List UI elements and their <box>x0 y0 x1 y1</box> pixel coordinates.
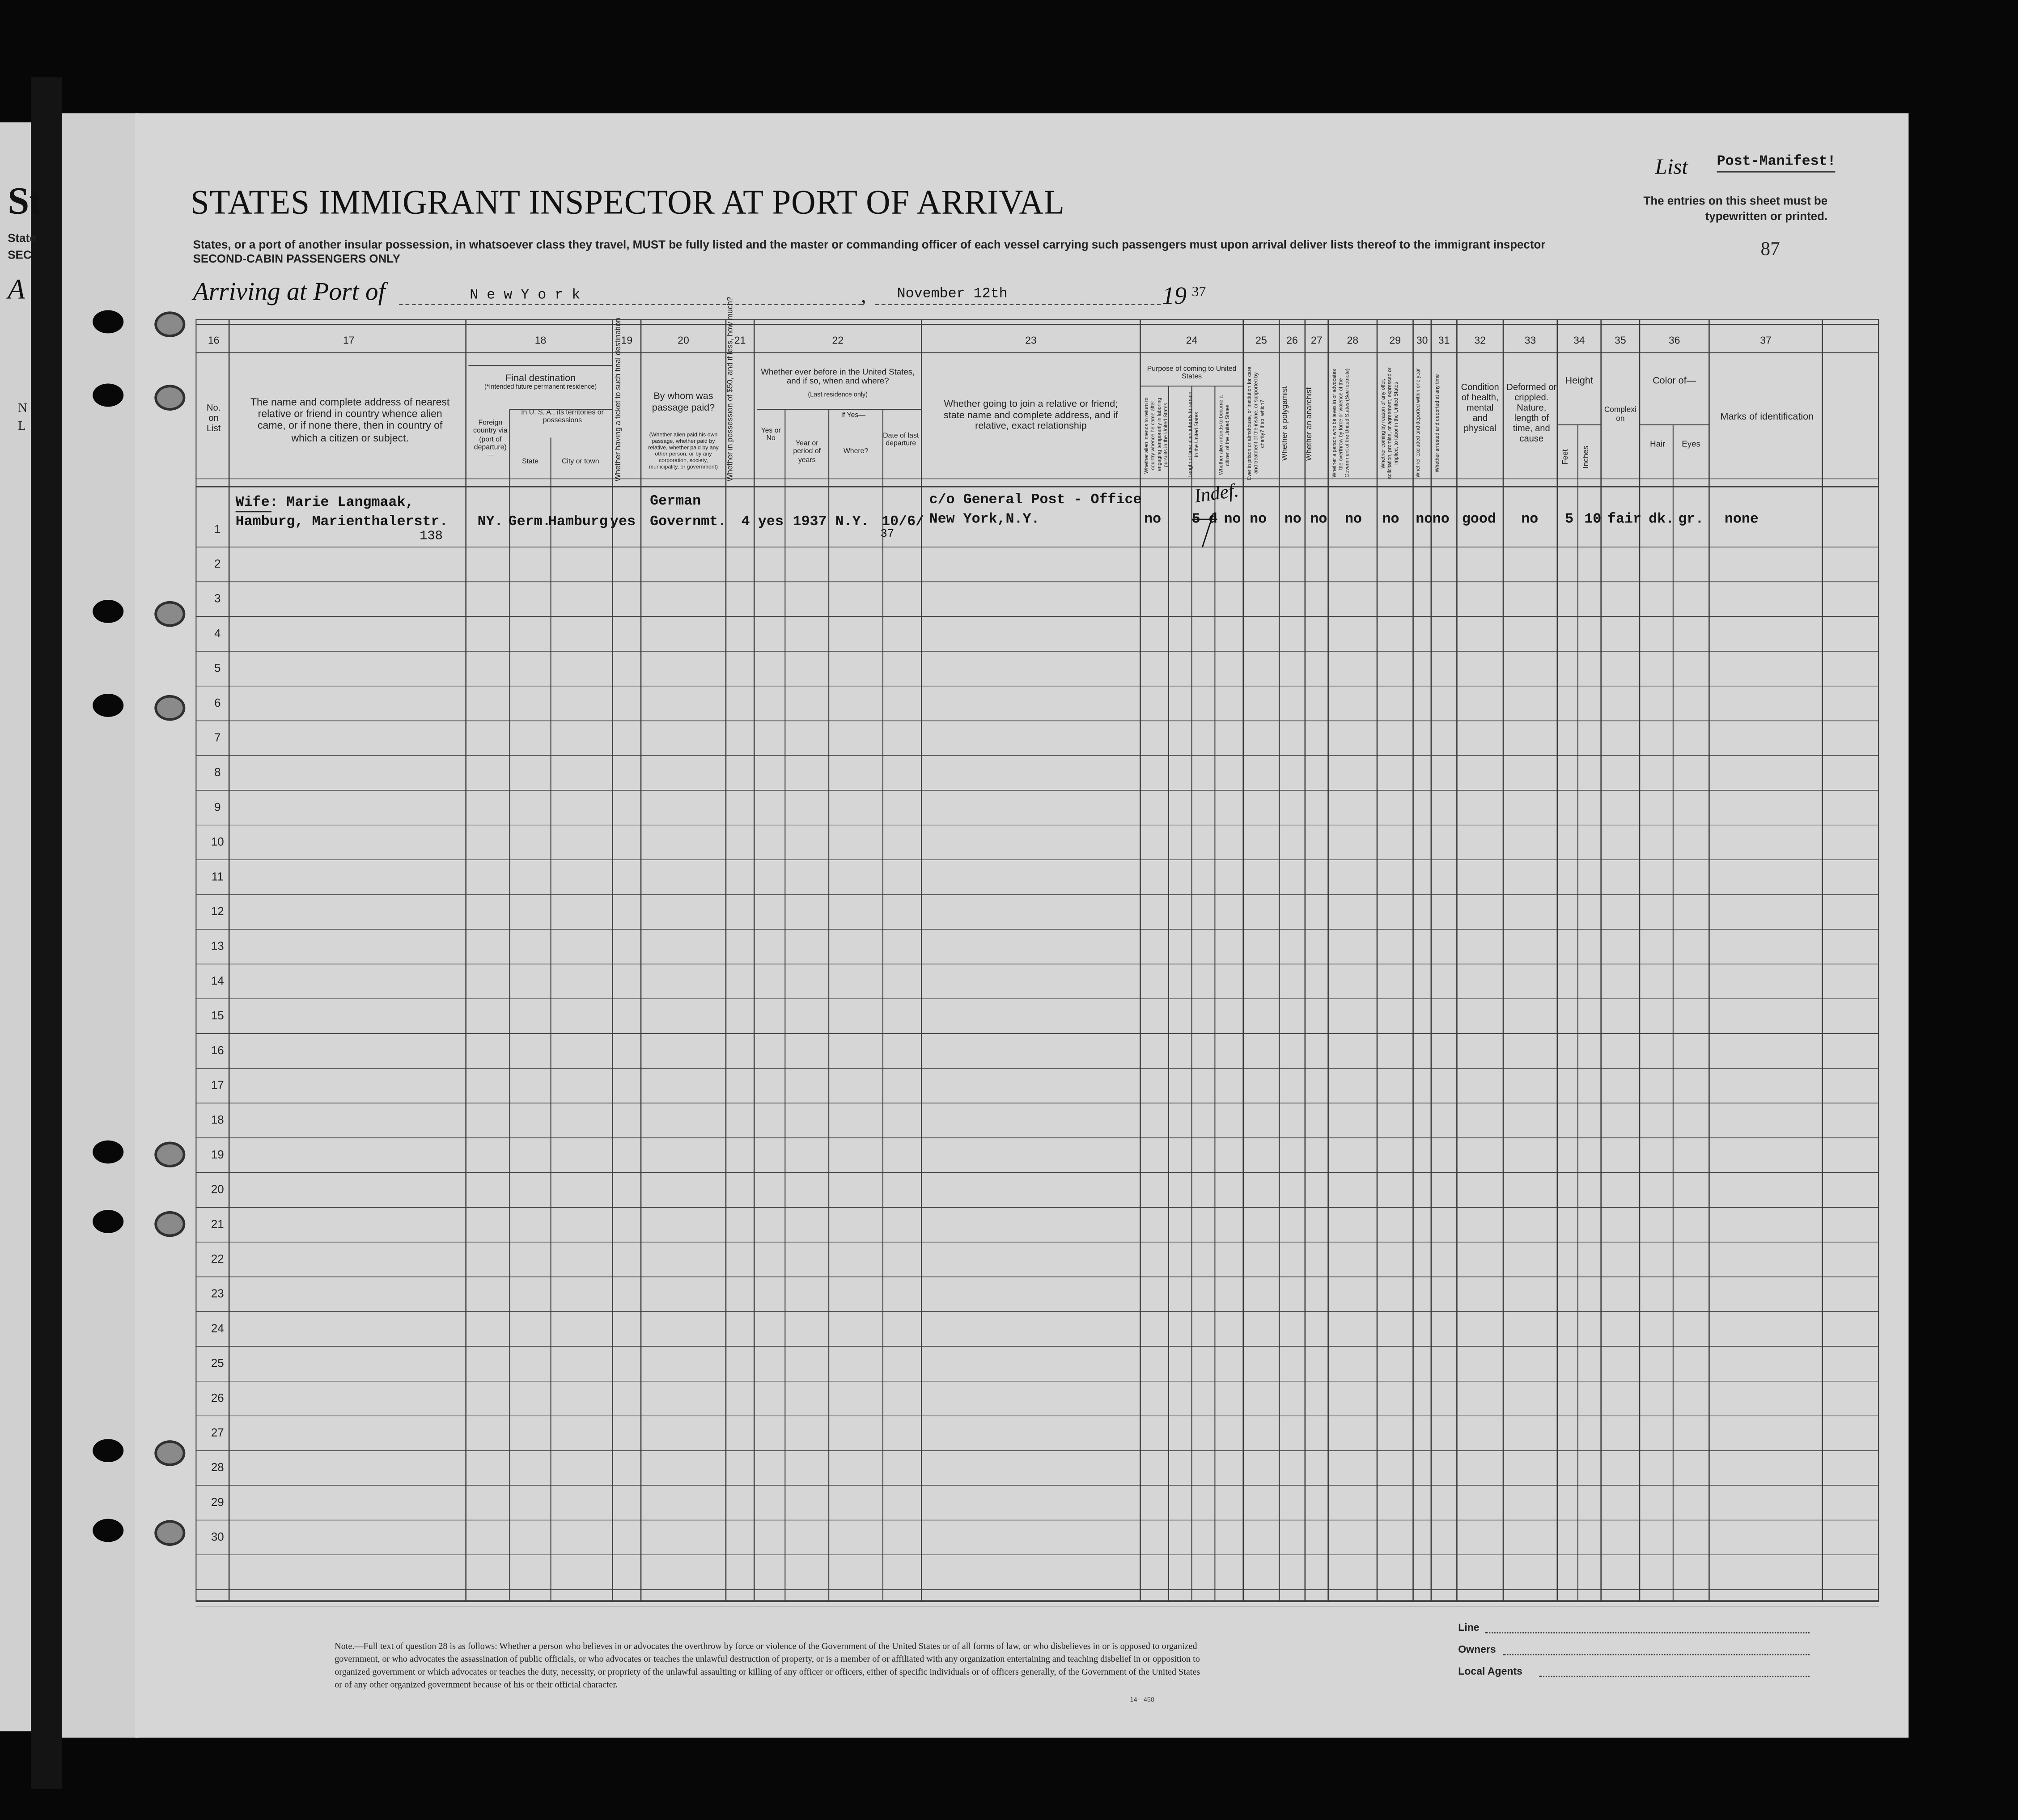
footnote-question-28: Note.—Full text of question 28 is as follows: Whether a person who believes in or advocates the overthrow by force or violence of the Government of the United States or of all forms of law, or who disbelieves in or is opposed to organized government, or who advocates the assassination of public officials, or who advocates or teaches the unlawful destruction of property, or is a member of or affiliated with any organization entertaining and teaching disbelief in or opposition to organized government or which advocates or teaches the duty, necessity, or propriety of the unlawful assaulting or killing of any officer or officers, either of specific individuals or of officers generally, of the Government of the United States or of any other organized government because of his or their official character. <box>335 1641 1200 1690</box>
col-num-26: 26 <box>1286 335 1298 347</box>
binder-hole-reinforcement <box>154 1520 185 1546</box>
margin-fragment-sec: SEC <box>8 248 32 262</box>
margin-fragment-l: L <box>18 420 26 434</box>
row-number: 22 <box>211 1252 224 1265</box>
header-hair: Hair <box>1650 440 1666 450</box>
header-relative-address: The name and complete address of nearest relative or friend in country whence alien came, or if none there, then in country of which a citizen or subject. <box>250 396 450 444</box>
entry-overthrow: no <box>1345 512 1362 528</box>
header-money: Whether in possession of $50, and if less, how much? <box>727 297 735 482</box>
page-title: STATES IMMIGRANT INSPECTOR AT PORT OF ARRIVAL <box>190 182 1065 221</box>
header-polygamist: Whether a polygamist <box>1282 386 1290 461</box>
header-length-stay: Length of time alien intends to remain in the United States <box>1187 392 1200 478</box>
header-yes-no: Yes or No <box>761 427 781 443</box>
header-purpose: Purpose of coming to United States <box>1147 365 1237 382</box>
line-field <box>1485 1632 1810 1633</box>
header-health: Condition of health, mental and physical <box>1461 383 1499 434</box>
binder-hole-reinforcement <box>154 695 185 721</box>
row-number: 26 <box>211 1391 224 1404</box>
header-going-to-join: Whether going to join a relative or friend; state name and complete address, and if relative, exact relationship <box>943 398 1118 432</box>
row-number: 5 <box>214 662 221 675</box>
col-num-16: 16 <box>208 335 220 347</box>
header-final-destination-sub: (*Intended future permanent residence) <box>484 383 597 391</box>
row-number: 12 <box>211 904 224 918</box>
instruction-text: States, or a port of another insular possession, in whatsoever class they travel, MUST be fully listed and the master or commanding officer of each vessel carrying such passengers must upon arrival deliver lists thereof to the immigrant inspector <box>193 238 1546 251</box>
wife-underline <box>236 511 272 512</box>
header-arrested: Whether arrested and deported at any time <box>1433 374 1440 473</box>
comma: , <box>861 285 866 308</box>
binder-hole <box>93 694 123 717</box>
row-number: 18 <box>211 1113 224 1126</box>
header-complexion: Complexion <box>1604 407 1636 424</box>
book-binding <box>31 77 62 1789</box>
adjacent-page-left-strip <box>0 122 31 1731</box>
header-no-on-list: No. on List <box>206 404 221 434</box>
local-agents-label: Local Agents <box>1458 1665 1522 1677</box>
header-before-sub: (Last residence only) <box>808 391 868 399</box>
year-suffix: 37 <box>1191 284 1206 300</box>
row-number: 7 <box>214 731 221 744</box>
binder-hole <box>93 1519 123 1542</box>
header-passage-paid: By whom was passage paid? <box>652 390 715 413</box>
col-num-37: 37 <box>1760 335 1772 347</box>
entry-polygamist: no <box>1284 512 1302 528</box>
row-number: 10 <box>211 835 224 848</box>
entry-inches: 10 <box>1584 512 1602 528</box>
list-value: Post-Manifest! <box>1717 154 1836 172</box>
entry-anarchist: no <box>1310 512 1327 528</box>
entry-ticket: yes <box>610 515 636 530</box>
binder-hole-reinforcement <box>154 1440 185 1466</box>
col-num-23: 23 <box>1025 335 1037 347</box>
header-foreign-country: Foreign country via (port of departure)— <box>473 420 508 460</box>
col-num-34: 34 <box>1573 335 1585 347</box>
row-number: 2 <box>214 557 221 570</box>
sheet-number: 87 <box>1760 239 1780 260</box>
entry-relative-line2: Hamburg, Marienthalerstr. <box>235 515 448 530</box>
adjacent-page-margin <box>62 113 139 1738</box>
header-city: City or town <box>561 458 599 466</box>
entry-citizen: no <box>1224 512 1241 528</box>
entry-eyes: gr. <box>1678 512 1704 528</box>
entry-join-line2: New York,N.Y. <box>929 512 1040 528</box>
row-number: 6 <box>214 696 221 709</box>
cabin-class-text: SECOND-CABIN PASSENGERS ONLY <box>193 252 401 265</box>
entry-relative-line1: Wife: Marie Langmaak, <box>235 495 414 511</box>
date-underline <box>875 304 1161 305</box>
port-underline <box>399 304 862 305</box>
entry-return: no <box>1144 512 1162 528</box>
col-num-20: 20 <box>678 335 689 347</box>
header-prison: Ever in prison or almshouse, or institution for care and treatment of the insane, or supported by charity? If so, which? <box>1246 367 1265 480</box>
row-number: 20 <box>211 1183 224 1196</box>
margin-fragment-state: State <box>8 231 36 245</box>
header-return-intent: Whether alien intends to return to country whence he came after engaging temporarily in laboring pursuits in the United States <box>1143 397 1169 473</box>
col-num-17: 17 <box>343 335 355 347</box>
binder-hole-reinforcement <box>154 1211 185 1237</box>
row-number: 24 <box>211 1322 224 1335</box>
col-num-18: 18 <box>534 335 547 347</box>
header-color-of: Color of— <box>1653 374 1696 386</box>
form-number: 14—450 <box>1130 1696 1154 1705</box>
binder-hole <box>93 600 123 623</box>
header-deformed: Deformed or crippled. Nature, length of time, and cause <box>1506 383 1557 445</box>
entry-length: 5 d <box>1191 512 1217 528</box>
entry-prison: no <box>1250 512 1267 528</box>
header-before-in-us: Whether ever before in the United States, and if so, when and where? <box>761 368 915 387</box>
binder-hole-reinforcement <box>154 385 185 411</box>
header-citizen-intent: Whether alien intends to become a citizen of the United States <box>1217 395 1230 475</box>
entry-join-line1: c/o General Post - Office <box>929 493 1142 509</box>
entry-city: Hamburg <box>548 515 608 530</box>
binder-hole <box>93 1141 123 1164</box>
row-number: 21 <box>211 1218 224 1231</box>
header-height: Height <box>1565 374 1593 386</box>
header-labor-offer: Whether coming by reason of any offer, solicitation, promise, or agreement, expressed or implied, to labor in the United States <box>1379 368 1399 479</box>
col-num-35: 35 <box>1615 335 1626 347</box>
col-num-32: 32 <box>1474 335 1486 347</box>
row-number: 4 <box>214 627 221 640</box>
row-number: 17 <box>211 1078 224 1092</box>
col-num-36: 36 <box>1668 335 1680 347</box>
local-agents-field <box>1539 1676 1810 1677</box>
col-num-30: 30 <box>1416 335 1428 347</box>
header-year-period: Year or period of years <box>793 440 821 464</box>
list-label: List <box>1655 154 1688 179</box>
entry-excluded: no <box>1416 512 1433 528</box>
header-state: State <box>522 458 539 466</box>
col-num-22: 22 <box>832 335 844 347</box>
owners-field <box>1503 1654 1810 1655</box>
margin-fragment-a: A <box>8 273 25 305</box>
entry-marks: none <box>1724 512 1759 528</box>
row-number: 16 <box>211 1044 224 1057</box>
entry-departure: 10/6/ <box>882 515 924 530</box>
col-num-28: 28 <box>1347 335 1359 347</box>
entry-complexion: fair <box>1607 512 1642 528</box>
typewritten-note: The entries on this sheet must be typewritten or printed. <box>1643 194 1828 223</box>
entry-money: 4 <box>741 515 750 530</box>
col-num-24: 24 <box>1186 335 1198 347</box>
entry-length-annotation: Indef. <box>1193 481 1240 508</box>
entry-country: NY. <box>477 515 503 530</box>
row-number: 29 <box>211 1495 224 1509</box>
row-number: 13 <box>211 939 224 953</box>
entry-labor: no <box>1382 512 1399 528</box>
header-final-destination: Final destination <box>505 372 576 384</box>
port-value: N e w Y o r k <box>470 288 581 304</box>
date-value: November 12th <box>897 287 1008 303</box>
header-passage-paid-sub: (Whether alien paid his own passage, whether paid by relative, whether paid by any other person, or by any corporation, society, municipality, or government) <box>648 431 719 470</box>
row-number: 15 <box>211 1009 224 1022</box>
entry-before-in-us: yes <box>758 515 784 530</box>
col-num-25: 25 <box>1255 335 1267 347</box>
binder-hole <box>93 1210 123 1233</box>
header-inches: Inches <box>1583 445 1591 469</box>
header-overthrow: Whether a person who believes in or advocates the overthrow by force or violence of the Government of the United States (See footnote) <box>1331 369 1350 478</box>
row-number: 14 <box>211 974 224 988</box>
entry-paid-by-line1: German <box>650 494 701 510</box>
header-in-usa: In U. S. A., its territories or possessions <box>521 409 604 425</box>
row-number: 8 <box>214 766 221 779</box>
entry-where: N.Y. <box>835 515 869 530</box>
col-num-33: 33 <box>1524 335 1536 347</box>
margin-fragment-n: N <box>18 401 28 416</box>
header-ticket: Whether having a ticket to such final destination <box>615 318 623 482</box>
binder-hole-reinforcement <box>154 601 185 627</box>
entry-deformed: no <box>1521 512 1539 528</box>
margin-fragment-st: St <box>8 180 42 223</box>
row-number: 9 <box>214 800 221 814</box>
col-num-29: 29 <box>1389 335 1401 347</box>
row-number: 11 <box>211 870 224 883</box>
year-prefix: 19 <box>1162 283 1187 310</box>
entry-health: good <box>1462 512 1496 528</box>
row-number: 25 <box>211 1357 224 1370</box>
header-date-departure: Date of last departure <box>883 432 919 449</box>
header-anarchist: Whether an anarchist <box>1306 386 1314 460</box>
binder-hole <box>93 384 123 407</box>
row-number: 19 <box>211 1148 224 1161</box>
row-number: 1 <box>214 522 221 536</box>
entry-state: Germ. <box>508 515 551 530</box>
header-eyes: Eyes <box>1682 440 1700 450</box>
row-number: 30 <box>211 1530 224 1544</box>
arriving-label: Arriving at Port of <box>193 278 386 306</box>
row-number: 3 <box>214 592 221 605</box>
binder-hole <box>93 1439 123 1462</box>
entry-deported: no <box>1432 512 1450 528</box>
row-number: 27 <box>211 1426 224 1439</box>
col-num-31: 31 <box>1438 335 1450 347</box>
entry-departure-year: 37 <box>880 527 895 541</box>
entry-relative-number: 138 <box>420 530 443 545</box>
entry-hair: dk. <box>1649 512 1675 528</box>
row-number: 23 <box>211 1287 224 1300</box>
binder-hole-reinforcement <box>154 1141 185 1167</box>
col-num-19: 19 <box>621 335 633 347</box>
entry-paid-by-line2: Governmt. <box>650 515 727 530</box>
entry-year: 1937 <box>793 515 827 530</box>
col-num-27: 27 <box>1310 335 1323 347</box>
binder-hole-reinforcement <box>154 311 185 337</box>
owners-label: Owners <box>1458 1643 1496 1655</box>
header-marks: Marks of identification <box>1720 410 1814 422</box>
col-num-21: 21 <box>734 335 746 347</box>
header-if-yes: If Yes— <box>841 412 866 420</box>
header-where: Where? <box>843 448 869 456</box>
line-label: Line <box>1458 1621 1480 1633</box>
header-excluded: Whether excluded and deported within one year <box>1414 369 1421 479</box>
row-number: 28 <box>211 1461 224 1474</box>
entry-feet: 5 <box>1565 512 1574 528</box>
binder-hole <box>93 310 123 334</box>
header-feet: Feet <box>1562 449 1570 465</box>
